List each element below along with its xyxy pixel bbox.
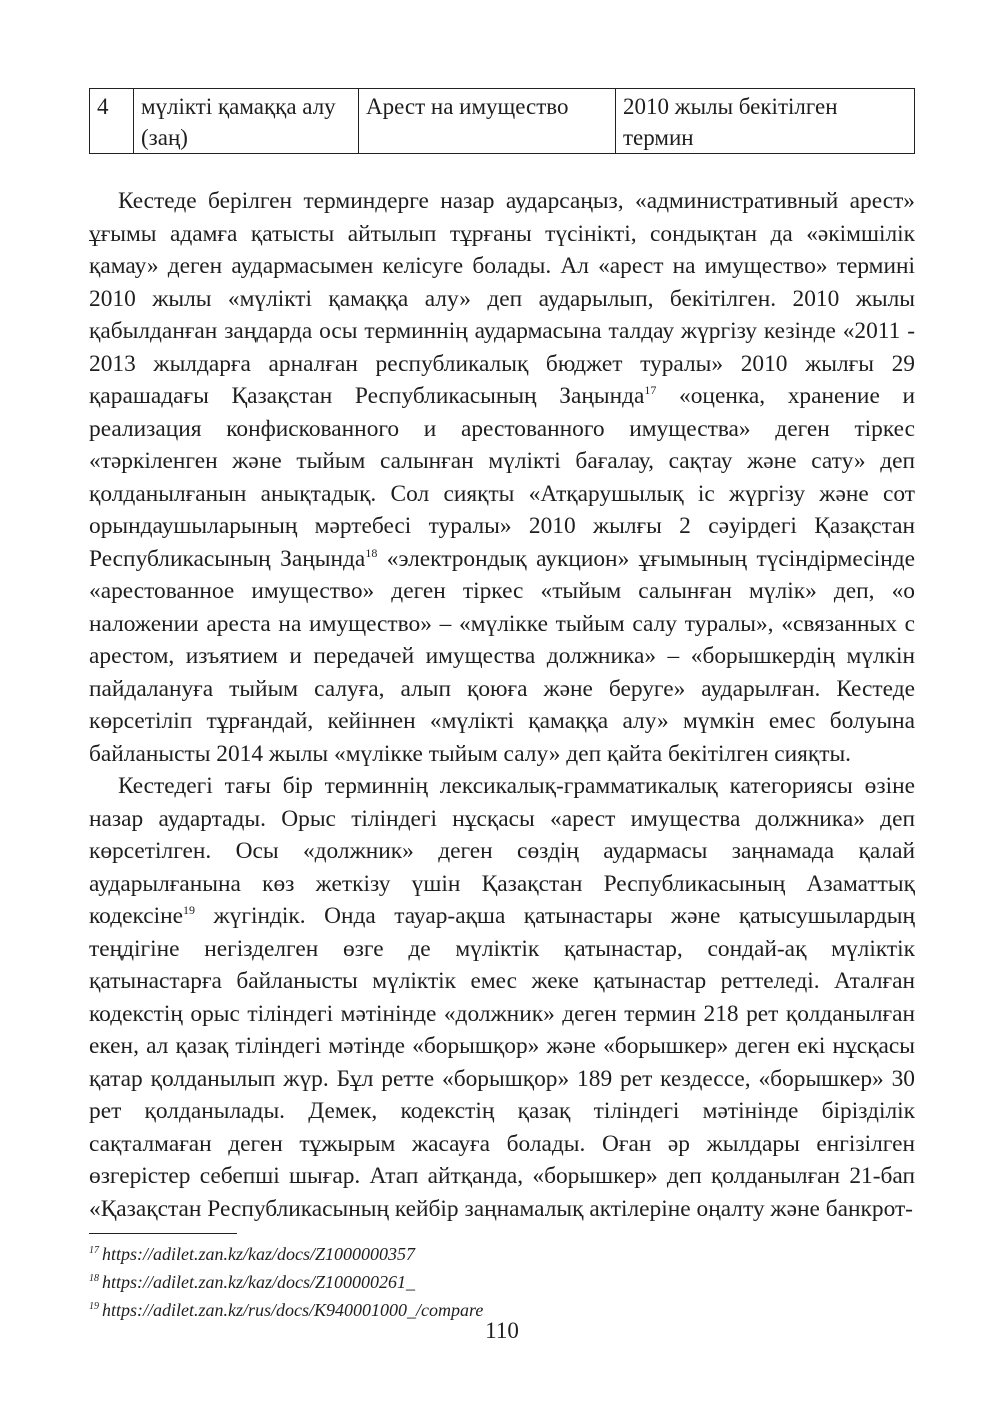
terms-table [89, 88, 915, 154]
row-number: 4 [90, 89, 134, 154]
note-cell: 2010 жылы бекітілген термин [616, 89, 915, 154]
footnote-link[interactable]: https://adilet.zan.kz/rus/docs/K940001000_/compare [102, 1300, 484, 1320]
paragraph-2: Кестедегі тағы бір терминнің лексикалық-грамматикалық категориясы өзіне назар аудартады. Орыс тіліндегі нұсқасы «арест имущества должника» деп көрсетілген. Осы «должник» деген сөздің аудармасы заңнамада қалай аударылғанына көз жеткізу үшін Қазақстан Республикасының Азаматтық кодексіне$^{19}$ жүгіндік. Онда тауар-ақша қатынастары және қатысушылардың теңдігіне негізделген өзге де мүліктік қатынастар, сондай-ақ мүліктік қатынастарға байланысты мүліктік емес жеке қатынастар реттеледі. Аталған кодекстің орыс тіліндегі мәтінінде «должник» деген термин 218 рет қолданылған екен, ал қазақ тіліндегі мәтінде «борышқор» және «борышкер» деген екі нұсқасы қатар қолданылып жүр. Бұл ретте «борышқор» 189 рет кездессе, «борышкер» 30 рет қолданылады. Демек, кодекстің қазақ тіліндегі мәтінінде біріздiлік сақталмаған деген тұжырым жасауға болады. Оған әр жылдары енгізілген өзгерістер себепші шығар. Атап айтқанда, «борышкер» деп қолданылған 21-бап «Қазақстан Республикасының кейбір заңнамалық актілеріне оңалту және банкрот- [89, 773, 915, 1222]
body-text [89, 185, 915, 1225]
footnote-18: $^{18}$ https://adilet.zan.kz/kaz/docs/Z100000261_ [89, 1272, 415, 1292]
footnote-link[interactable]: https://adilet.zan.kz/kaz/docs/Z1000000357 [102, 1244, 415, 1264]
page-content [89, 88, 915, 1324]
kazakh-term-cell: мүлікті қамаққа алу (заң) [134, 89, 359, 154]
paragraph-1: Кестеде берілген терминдерге назар аударсаңыз, «административный арест» ұғымы адамға қатысты айтылып тұрғаны түсінікті, сондықтан да «әкімшілік қамау» деген аудармасымен келісуге болады. Ал «арест на имущество» термині 2010 жылы «мүлікті қамаққа алу» деп аударылып, бекітілген. 2010 жылы қабылданған заңдарда осы терминнің аудармасына талдау жүргізу кезінде «2011 - 2013 жылдарға арналған республикалық бюджет туралы» 2010 жылғы 29 қарашадағы Қазақстан Республикасының Заңында$^{17}$ «оценка, хранение и реализация конфискованного и арестованного имущества» деген тіркес «тәркіленген және тыйым салынған мүлікті бағалау, сақтау және сату» деп қолданылғанын анықтадық. Сол сияқты «Атқарушылық іс жүргізу және сот орындаушыларының мәртебесі туралы» 2010 жылғы 2 сәуірдегі Қазақстан Республикасының Заңында$^{18}$ «электрондық аукцион» ұғымының түсіндірмесінде «арестованное имущество» деген тіркес «тыйым салынған мүлік» деп, «о наложении ареста на имущество» – «мүлікке тыйым салу туралы», «связанных с арестом, изъятием и передачей имущества должника» – «борышкердің мүлкін пайдалануға тыйым салуға, алып қоюға және беруге» аударылған. Кестеде көрсетіліп тұрғандай, кейіннен «мүлікті қамаққа алу» мүмкін емес болуына байланысты 2014 жылы «мүлікке тыйым салу» деп қайта бекітілген сияқты. [89, 188, 915, 767]
footnote-link[interactable]: https://adilet.zan.kz/kaz/docs/Z100000261_ [102, 1272, 415, 1292]
footnote-divider [89, 1233, 237, 1234]
page-number: 110 [485, 1318, 519, 1343]
footnote-ref-18[interactable]: 18 [365, 545, 378, 560]
russian-term-cell: Арест на имущество [359, 89, 616, 154]
footnote-17: $^{17}$ https://adilet.zan.kz/kaz/docs/Z1000000357 [89, 1244, 415, 1264]
footnotes [89, 1240, 915, 1324]
footnote-19: $^{19}$ https://adilet.zan.kz/rus/docs/K940001000_/compare [89, 1300, 484, 1320]
table-row [90, 89, 915, 154]
footnote-ref-17[interactable]: 17 [644, 383, 657, 397]
footnote-ref-19[interactable]: 19 [183, 903, 196, 917]
